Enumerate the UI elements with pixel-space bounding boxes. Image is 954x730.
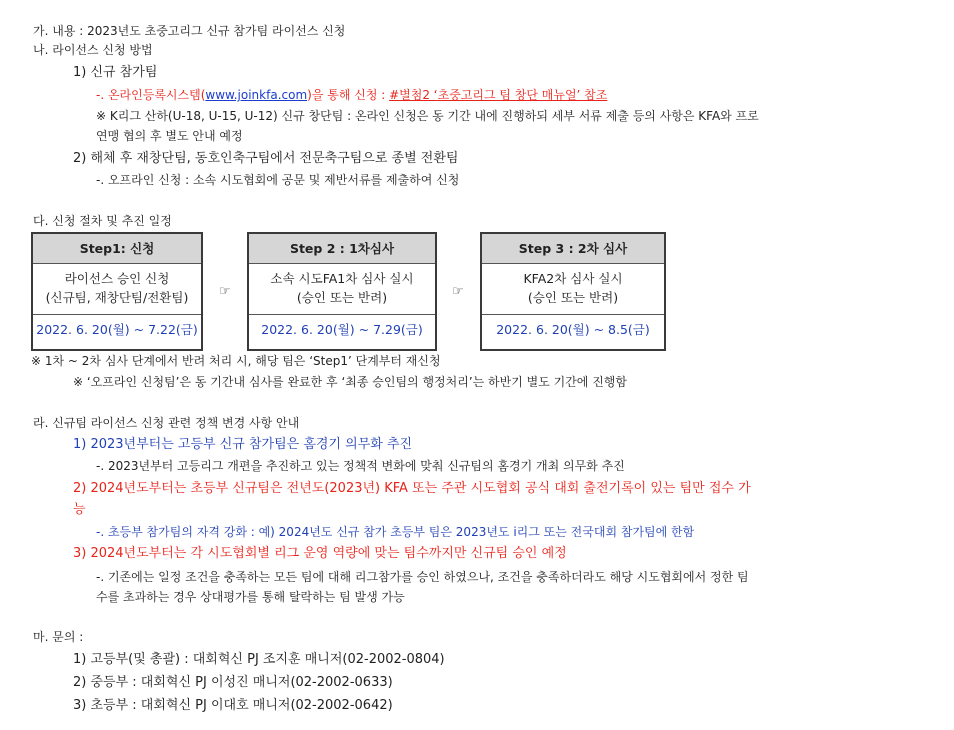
ra-item-2-line1: 2) 2024년도부터는 초등부 신규팀은 전년도(2023년) KFA 또는 주관 시도협회 공식 대회 출전기록이 있는 팀만 접수 가 bbox=[73, 481, 751, 496]
step1-desc-sub: (신규팀, 재창단팀/전환팀) bbox=[45, 290, 189, 305]
step1-date: 2022. 6. 20(월) ~ 7.22(금) bbox=[36, 322, 198, 337]
step2-desc-sub: (승인 또는 반려) bbox=[296, 290, 388, 305]
na-online-middle: )을 통해 신청 : bbox=[307, 88, 390, 102]
pointing-hand-icon: ☞ bbox=[452, 284, 464, 299]
ra-item-2-detail: -. 초등부 참가팀의 자격 강화 : 예) 2024년도 신규 참가 초등부 팀은 2023년도 i리그 또는 전국대회 참가팀에 한함 bbox=[96, 525, 695, 539]
step3-desc-sub: (승인 또는 반려) bbox=[527, 290, 619, 305]
ra-item-3-detail-line2: 수를 초과하는 경우 상대평가를 통해 탈락하는 팀 발생 가능 bbox=[96, 590, 405, 604]
ra-item-1: 1) 2023년부터는 고등부 신규 참가팀은 홈경기 의무화 추진 bbox=[73, 437, 413, 452]
pointing-hand-icon: ☞ bbox=[219, 284, 231, 299]
na-note-kleague-line1: ※ K리그 산하(U-18, U-15, U-12) 신규 창단팀 : 온라인 신청은 동 기간 내에 진행하되 세부 서류 제출 등의 사항은 KFA와 프로 bbox=[96, 109, 759, 123]
step1-box bbox=[31, 232, 203, 351]
section-da-heading: 다. 신청 절차 및 추진 일정 bbox=[33, 214, 172, 228]
section-ga-content: 가. 내용 : 2023년도 초중고리그 신규 참가팀 라이선스 신청 bbox=[33, 24, 346, 38]
step2-box bbox=[247, 232, 437, 351]
step2-date: 2022. 6. 20(월) ~ 7.29(금) bbox=[261, 322, 423, 337]
step2-desc: 소속 시도FA1차 심사 실시 bbox=[270, 271, 414, 286]
step2-body bbox=[249, 264, 435, 315]
step1-body bbox=[33, 264, 201, 315]
da-note-offline: ※ ‘오프라인 신청팀’은 동 기간내 심사를 완료한 후 ‘최종 승인팀의 행정처리’는 하반기 별도 기간에 진행함 bbox=[73, 375, 627, 389]
step1-title: Step1: 신청 bbox=[33, 234, 201, 264]
na-item-1: 1) 신규 참가팀 bbox=[73, 65, 158, 80]
da-note-rejection: ※ 1차 ~ 2차 심사 단계에서 반려 처리 시, 해당 팀은 ‘Step1’ 단계부터 재신청 bbox=[31, 354, 441, 368]
step3-title: Step 3 : 2차 심사 bbox=[482, 234, 664, 264]
contact-middle-school: 2) 중등부 : 대회혁신 PJ 이성진 매니저(02-2002-0633) bbox=[73, 675, 393, 690]
section-na-heading: 나. 라이선스 신청 방법 bbox=[33, 43, 153, 57]
ra-item-3-detail-line1: -. 기존에는 일정 조건을 충족하는 모든 팀에 대해 리그참가를 승인 하였으나, 조건을 충족하더라도 해당 시도협회에서 정한 팀 bbox=[96, 570, 749, 584]
step2-title: Step 2 : 1차심사 bbox=[249, 234, 435, 264]
step1-desc: 라이선스 승인 신청 bbox=[64, 271, 170, 286]
step3-box bbox=[480, 232, 666, 351]
section-ra-heading: 라. 신규팀 라이선스 신청 관련 정책 변경 사항 안내 bbox=[33, 416, 300, 430]
step3-body bbox=[482, 264, 664, 315]
contact-elementary-school: 3) 초등부 : 대회혁신 PJ 이대호 매니저(02-2002-0642) bbox=[73, 698, 393, 713]
na-item-2-offline: -. 오프라인 신청 : 소속 시도협회에 공문 및 제반서류를 제출하여 신청 bbox=[96, 173, 460, 187]
step3-date: 2022. 6. 20(월) ~ 8.5(금) bbox=[496, 322, 650, 337]
section-ma-heading: 마. 문의 : bbox=[33, 630, 84, 644]
ra-item-3: 3) 2024년도부터는 각 시도협회별 리그 운영 역량에 맞는 팀수까지만 신규팀 승인 예정 bbox=[73, 546, 567, 561]
step3-desc: KFA2차 심사 실시 bbox=[523, 271, 623, 286]
attachment-reference-link[interactable]: #별첨2 ‘초중고리그 팀 창단 매뉴얼’ 참조 bbox=[389, 88, 608, 102]
na-item-2: 2) 해체 후 재창단팀, 동호인축구팀에서 전문축구팀으로 종별 전환팀 bbox=[73, 151, 459, 166]
contact-high-school: 1) 고등부(및 총괄) : 대회혁신 PJ 조지훈 매니저(02-2002-0804) bbox=[73, 652, 445, 667]
joinkfa-link[interactable]: www.joinkfa.com bbox=[205, 88, 308, 102]
ra-item-2-line2: 능 bbox=[73, 502, 86, 517]
na-item-1-online-line bbox=[96, 85, 607, 105]
ra-item-1-detail: -. 2023년부터 고등리그 개편을 추진하고 있는 정책적 변화에 맞춰 신규팀의 홈경기 개최 의무화 추진 bbox=[96, 459, 625, 473]
na-online-prefix: -. 온라인등록시스템( bbox=[96, 88, 206, 102]
na-note-kleague-line2: 연맹 협의 후 별도 안내 예정 bbox=[96, 129, 243, 143]
